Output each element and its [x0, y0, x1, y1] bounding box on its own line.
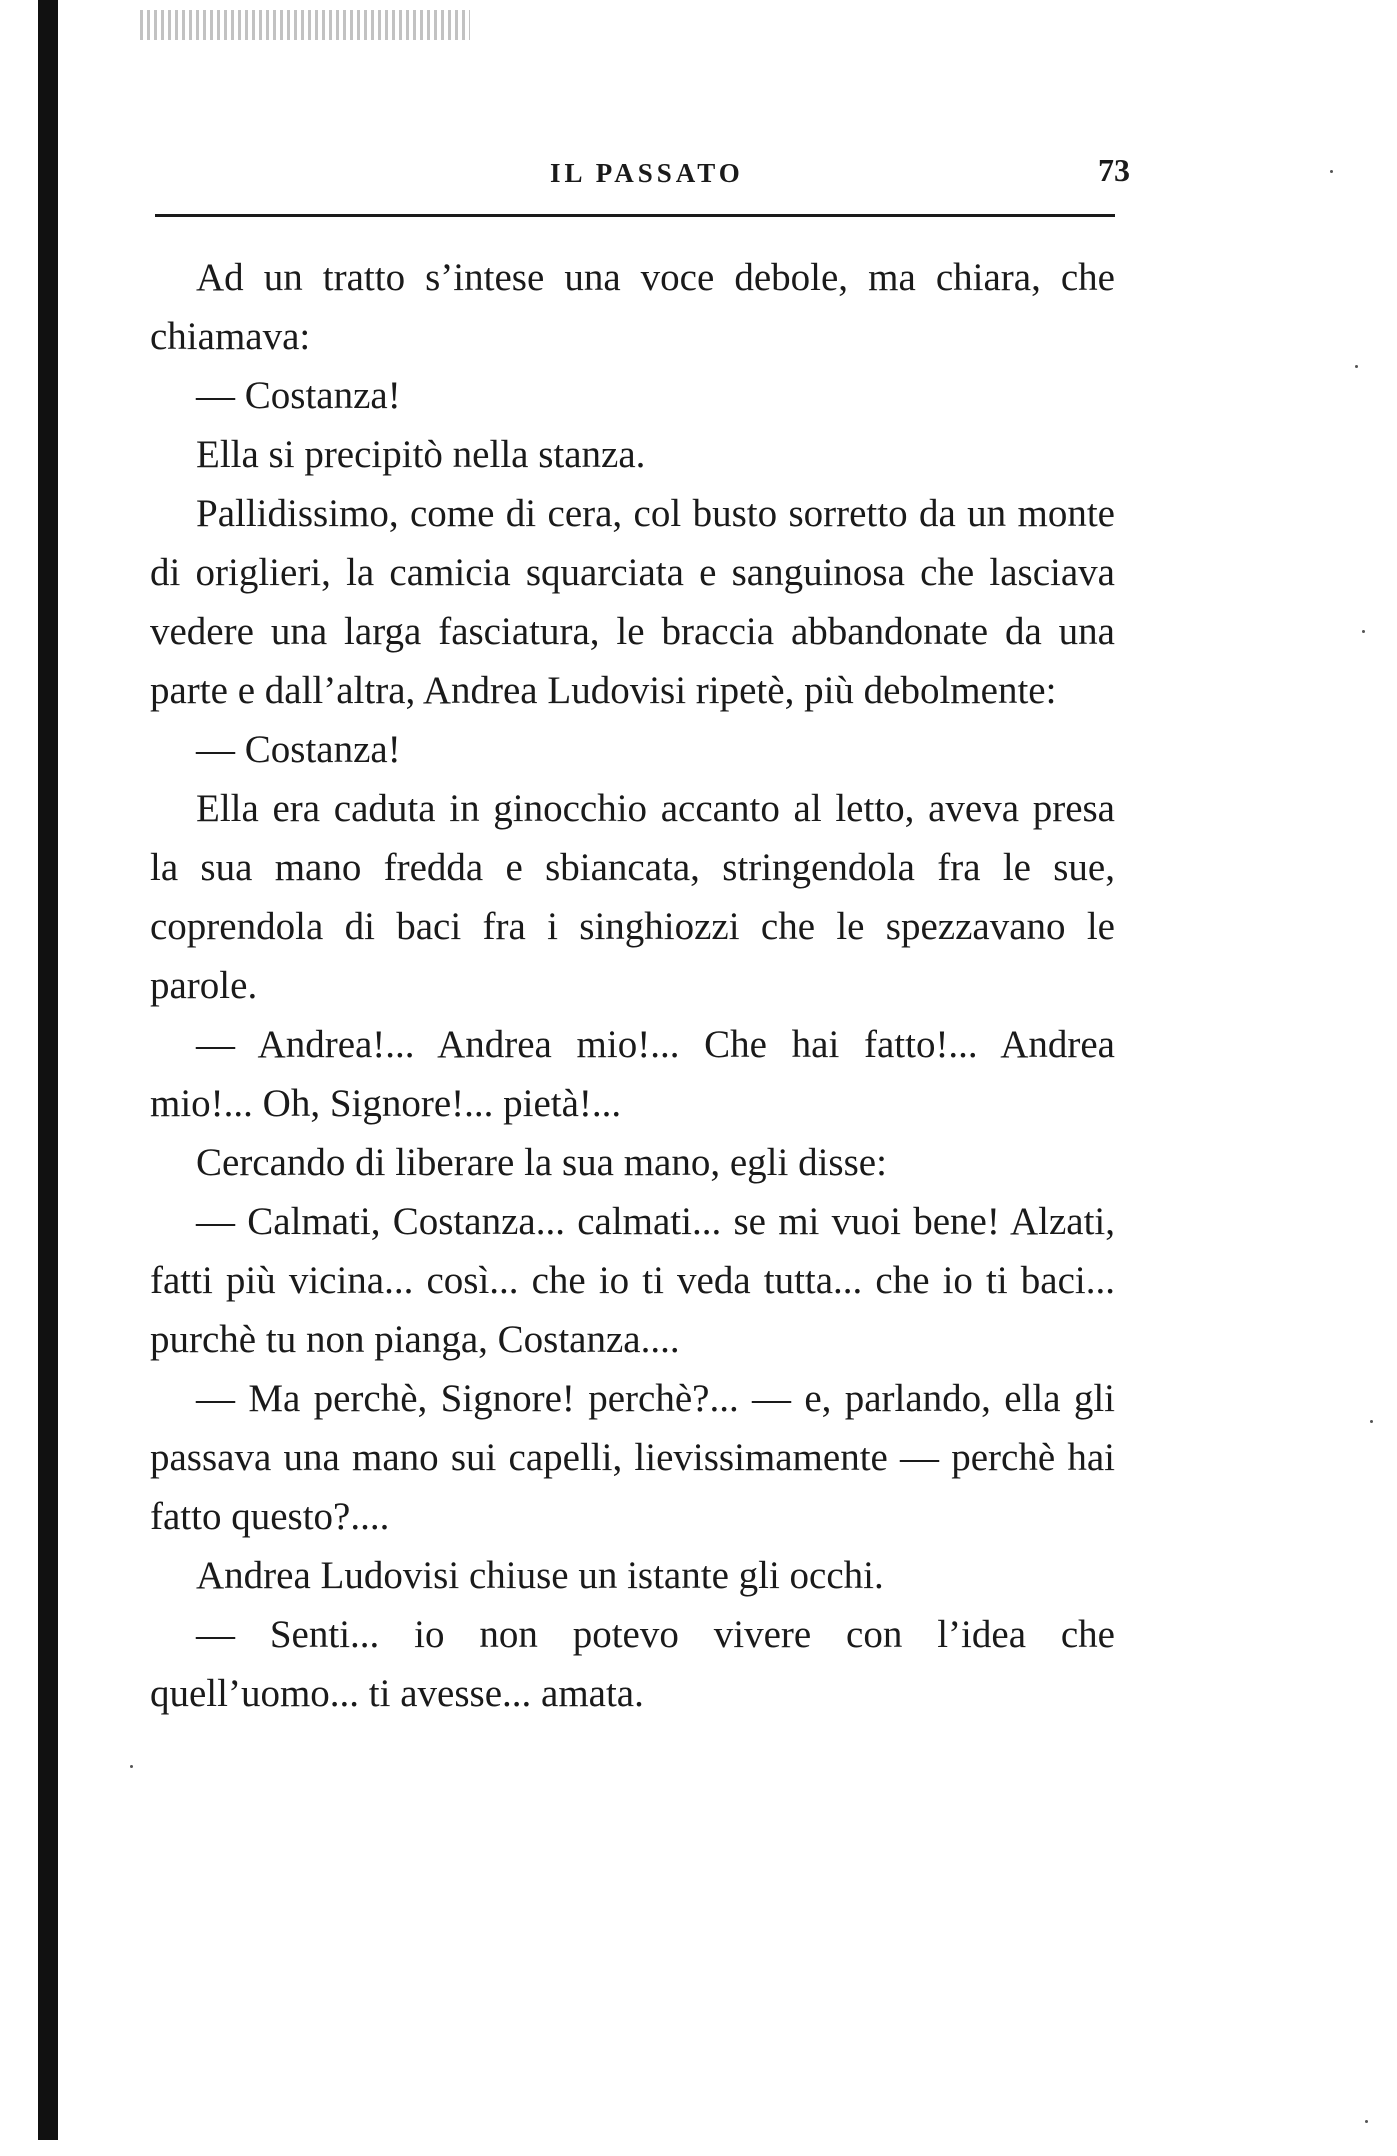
dialogue-line: — Ma perchè, Signore! perchè?... — e, parlando, ella gli passava una mano sui capelli, lievissimamente — perchè hai fatto questo?....: [150, 1377, 1115, 1538]
paragraph: Pallidissimo, come di cera, col busto sorretto da un monte di origlieri, la camicia squarciata e sanguinosa che lasciava vedere una larga fasciatura, le braccia abbandonate da una parte e dall’altra, Andrea Ludovisi ripetè, più debolmente:: [150, 492, 1115, 712]
dialogue-line: — Costanza!: [196, 374, 401, 417]
paper-speck: [1365, 2120, 1368, 2123]
dialogue-line: — Calmati, Costanza... calmati... se mi vuoi bene! Alzati, fatti più vicina... così... che io ti veda tutta... che io ti baci... purchè tu non pianga, Costanza....: [150, 1200, 1115, 1361]
dialogue-line: — Senti... io non potevo vivere con l’idea che quell’uomo... ti avesse... amata.: [150, 1613, 1115, 1715]
text-body: [150, 248, 1115, 1723]
page-number: 73: [1098, 152, 1130, 188]
paragraph: Ella si precipitò nella stanza.: [196, 433, 646, 476]
paper-speck: [1330, 170, 1333, 173]
paragraph: Ad un tratto s’intese una voce debole, ma chiara, che chiamava:: [150, 256, 1115, 358]
page-binding-edge: [38, 0, 58, 2140]
dialogue-line: — Andrea!... Andrea mio!... Che hai fatto!... Andrea mio!... Oh, Signore!... pietà!...: [150, 1023, 1115, 1125]
dialogue-line: — Costanza!: [196, 728, 401, 771]
paragraph: Ella era caduta in ginocchio accanto al letto, aveva presa la sua mano fredda e sbiancata, stringendola fra le sue, coprendola di baci fra i singhiozzi che le spezzavano le parole.: [150, 787, 1115, 1007]
paper-speck: [1370, 1420, 1373, 1423]
ink-smudge: [140, 10, 470, 40]
running-title: IL PASSATO: [550, 158, 744, 188]
header-rule: [155, 214, 1115, 217]
page-header: [150, 150, 1130, 190]
paper-speck: [1362, 630, 1365, 633]
paper-speck: [1355, 365, 1358, 368]
paper-speck: [130, 1765, 133, 1768]
paragraph: Cercando di liberare la sua mano, egli disse:: [196, 1141, 887, 1184]
paragraph: Andrea Ludovisi chiuse un istante gli occhi.: [196, 1554, 884, 1597]
